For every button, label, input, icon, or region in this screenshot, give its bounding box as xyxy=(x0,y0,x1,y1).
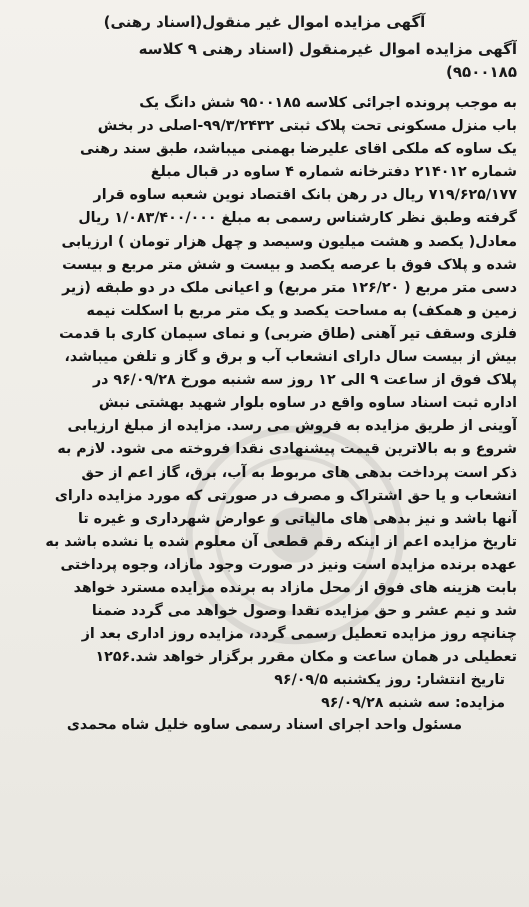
notice-subtitle xyxy=(12,38,517,84)
notice-body xyxy=(12,92,517,669)
body-line: شماره ۲۱۴۰۱۲ دفترخانه شماره ۴ ساوه در قبال مبلغ xyxy=(150,164,517,181)
body-line: فلزی وسقف تیر آهنی (طاق ضربی) و نمای سیمان کاری با قدمت xyxy=(59,325,517,342)
subtitle-line: آگهی مزایده اموال غیرمنقول (اسناد رهنی ۹ کلاسه xyxy=(138,40,517,58)
body-line: زمین و همکف) به مساحت یکصد و یک متر مربع با اسکلت نیمه xyxy=(86,302,517,319)
body-line: معادل( یکصد و هشت میلیون وسیصد و چهل هزار تومان ) ارزیابی xyxy=(61,233,517,250)
auction-date: مزایده: سه شنبه ۹۶/۰۹/۲۸ xyxy=(321,694,505,711)
body-line: بیش از بیست سال دارای انشعاب آب و برق و گاز و تلفن میباشد، xyxy=(64,349,517,366)
body-line: تاریخ مزایده اعم از اینکه رقم قطعی آن معلوم شده یا نشده باشد به xyxy=(45,533,517,550)
body-line: بابت هزینه های فوق از محل مازاد به برنده مزایده مسترد خواهد xyxy=(73,579,517,596)
body-line: باب منزل مسکونی تحت پلاک ثبتی ۹۹/۳/۲۴۳۲-اصلی در بخش xyxy=(97,118,517,135)
body-line: یک ساوه که ملکی اقای علیرضا بهمنی میباشد، طبق سند رهنی xyxy=(80,141,517,158)
body-line: شده و پلاک فوق با عرصه یکصد و بیست و شش متر مربع و بیست xyxy=(62,256,517,273)
body-line: تعطیلی در همان ساعت و مکان مقرر برگزار خواهد شد.۱۲۵۶ xyxy=(95,649,517,666)
body-line: گرفته وطبق نظر کارشناس رسمی به مبلغ ۱/۰۸۳/۴۰۰/۰۰۰ ریال xyxy=(78,210,517,227)
body-line: آوینی از طریق مزایده به فروش می رسد. مزایده از مبلغ ارزیابی xyxy=(67,418,517,435)
body-line: ۷۱۹/۶۲۵/۱۷۷ ریال در رهن بانک اقتصاد نوین شعبه ساوه قرار xyxy=(93,187,517,204)
subtitle-line: ۹۵۰۰۱۸۵) xyxy=(446,63,517,81)
body-line: آنها باشد و نیز بدهی های مالیاتی و عوارض شهرداری و غیره تا xyxy=(78,510,517,527)
body-line: عهده برنده مزایده است ونیز در صورت وجود مازاد، وجوه پرداختی xyxy=(60,556,517,573)
body-line: ذکر است پرداخت بدهی های مربوط به آب، برق، گاز اعم از حق xyxy=(81,464,517,481)
signature: مسئول واحد اجرای اسناد رسمی ساوه خلیل شاه محمدی xyxy=(66,717,463,734)
publish-date: تاریخ انتشار: روز یکشنبه ۹۶/۰۹/۵ xyxy=(274,672,505,689)
body-line: به موجب پرونده اجرائی کلاسه ۹۵۰۰۱۸۵ شش دانگ یک xyxy=(139,95,517,111)
body-line: چنانچه روز مزایده تعطیل رسمی گردد، مزایده روز اداری بعد از xyxy=(81,626,517,643)
body-line: اداره ثبت اسناد ساوه واقع در ساوه بلوار شهید بهشتی نبش xyxy=(98,395,517,412)
body-line: شد و نیم عشر و حق مزایده نقدا وصول خواهد می گردد ضمنا xyxy=(91,603,517,620)
body-line: انشعاب و یا حق اشتراک و مصرف در صورتی که مورد مزایده دارای xyxy=(54,487,517,504)
body-line: پلاک فوق از ساعت ۹ الی ۱۲ روز سه شنبه مورخ ۹۶/۰۹/۲۸ در xyxy=(92,372,517,389)
body-line: دسی متر مربع ( ۱۲۶/۲۰ متر مربع) و اعیانی ملک در دو طبقه (زیر xyxy=(62,279,517,296)
notice-header-title: آگهی مزایده اموال غیر منقول(اسناد رهنی) xyxy=(103,13,426,31)
body-line: شروع و به بالاترین قیمت پیشنهادی نقدا فروخته می شود. لازم به xyxy=(57,441,517,458)
